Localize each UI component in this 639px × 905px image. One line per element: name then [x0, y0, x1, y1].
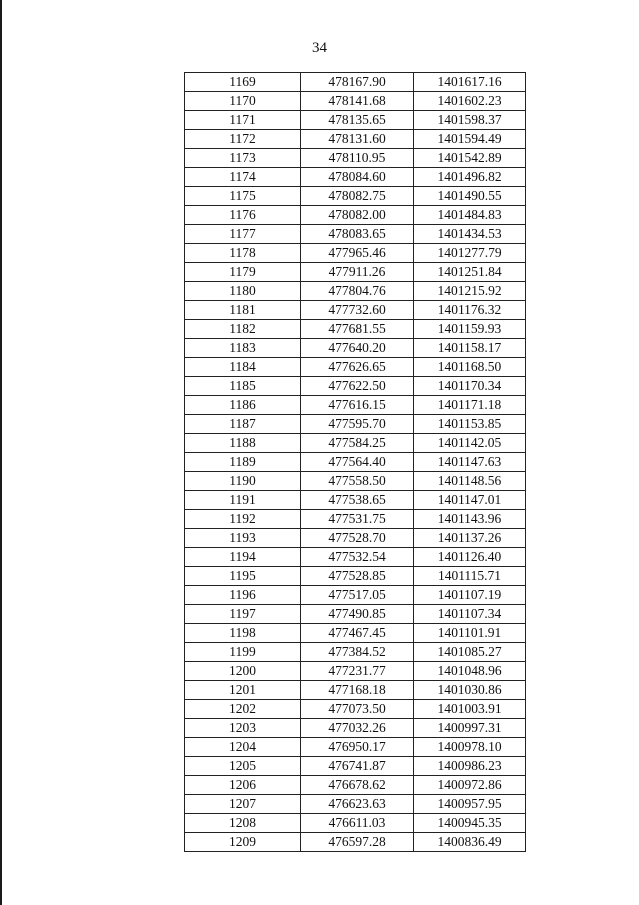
table-row — [185, 206, 526, 225]
table-row — [185, 491, 526, 510]
point-number-cell: 1178 — [185, 244, 301, 263]
point-number-cell: 1180 — [185, 282, 301, 301]
y-coordinate-cell: 1401153.85 — [414, 415, 526, 434]
y-coordinate-cell: 1401598.37 — [414, 111, 526, 130]
point-number-cell: 1179 — [185, 263, 301, 282]
point-number-cell: 1176 — [185, 206, 301, 225]
x-coordinate-cell: 478082.75 — [301, 187, 414, 206]
point-number-cell: 1201 — [185, 681, 301, 700]
point-number-cell: 1195 — [185, 567, 301, 586]
point-number-cell: 1182 — [185, 320, 301, 339]
point-number-cell: 1209 — [185, 833, 301, 852]
point-number-cell: 1172 — [185, 130, 301, 149]
coordinates-table — [184, 72, 526, 852]
x-coordinate-cell: 478131.60 — [301, 130, 414, 149]
y-coordinate-cell: 1401030.86 — [414, 681, 526, 700]
point-number-cell: 1198 — [185, 624, 301, 643]
point-number-cell: 1206 — [185, 776, 301, 795]
point-number-cell: 1169 — [185, 73, 301, 92]
y-coordinate-cell: 1401048.96 — [414, 662, 526, 681]
x-coordinate-cell: 477467.45 — [301, 624, 414, 643]
table-row — [185, 187, 526, 206]
point-number-cell: 1171 — [185, 111, 301, 130]
x-coordinate-cell: 477558.50 — [301, 472, 414, 491]
table-row — [185, 776, 526, 795]
x-coordinate-cell: 478083.65 — [301, 225, 414, 244]
x-coordinate-cell: 476678.62 — [301, 776, 414, 795]
point-number-cell: 1203 — [185, 719, 301, 738]
table-row — [185, 168, 526, 187]
x-coordinate-cell: 477231.77 — [301, 662, 414, 681]
x-coordinate-cell: 476597.28 — [301, 833, 414, 852]
y-coordinate-cell: 1400997.31 — [414, 719, 526, 738]
page-number: 34 — [312, 40, 327, 56]
x-coordinate-cell: 477911.26 — [301, 263, 414, 282]
y-coordinate-cell: 1400836.49 — [414, 833, 526, 852]
y-coordinate-cell: 1401148.56 — [414, 472, 526, 491]
x-coordinate-cell: 476623.63 — [301, 795, 414, 814]
point-number-cell: 1175 — [185, 187, 301, 206]
x-coordinate-cell: 478084.60 — [301, 168, 414, 187]
point-number-cell: 1187 — [185, 415, 301, 434]
y-coordinate-cell: 1401171.18 — [414, 396, 526, 415]
table-row — [185, 111, 526, 130]
x-coordinate-cell: 478135.65 — [301, 111, 414, 130]
point-number-cell: 1185 — [185, 377, 301, 396]
coordinates-table-body — [185, 73, 526, 852]
y-coordinate-cell: 1401142.05 — [414, 434, 526, 453]
table-row — [185, 149, 526, 168]
point-number-cell: 1202 — [185, 700, 301, 719]
x-coordinate-cell: 477538.65 — [301, 491, 414, 510]
point-number-cell: 1177 — [185, 225, 301, 244]
table-row — [185, 377, 526, 396]
point-number-cell: 1205 — [185, 757, 301, 776]
table-row — [185, 567, 526, 586]
x-coordinate-cell: 476950.17 — [301, 738, 414, 757]
y-coordinate-cell: 1401542.89 — [414, 149, 526, 168]
y-coordinate-cell: 1401176.32 — [414, 301, 526, 320]
y-coordinate-cell: 1401215.92 — [414, 282, 526, 301]
x-coordinate-cell: 477732.60 — [301, 301, 414, 320]
point-number-cell: 1208 — [185, 814, 301, 833]
y-coordinate-cell: 1401159.93 — [414, 320, 526, 339]
table-row — [185, 510, 526, 529]
table-row — [185, 662, 526, 681]
point-number-cell: 1186 — [185, 396, 301, 415]
x-coordinate-cell: 478082.00 — [301, 206, 414, 225]
y-coordinate-cell: 1400978.10 — [414, 738, 526, 757]
table-row — [185, 301, 526, 320]
point-number-cell: 1181 — [185, 301, 301, 320]
point-number-cell: 1170 — [185, 92, 301, 111]
y-coordinate-cell: 1401484.83 — [414, 206, 526, 225]
x-coordinate-cell: 477681.55 — [301, 320, 414, 339]
x-coordinate-cell: 478167.90 — [301, 73, 414, 92]
x-coordinate-cell: 477073.50 — [301, 700, 414, 719]
x-coordinate-cell: 476611.03 — [301, 814, 414, 833]
y-coordinate-cell: 1401143.96 — [414, 510, 526, 529]
point-number-cell: 1183 — [185, 339, 301, 358]
table-row — [185, 73, 526, 92]
y-coordinate-cell: 1401602.23 — [414, 92, 526, 111]
x-coordinate-cell: 477531.75 — [301, 510, 414, 529]
point-number-cell: 1193 — [185, 529, 301, 548]
table-row — [185, 719, 526, 738]
table-row — [185, 700, 526, 719]
y-coordinate-cell: 1401594.49 — [414, 130, 526, 149]
x-coordinate-cell: 477168.18 — [301, 681, 414, 700]
x-coordinate-cell: 477584.25 — [301, 434, 414, 453]
x-coordinate-cell: 477528.70 — [301, 529, 414, 548]
point-number-cell: 1200 — [185, 662, 301, 681]
y-coordinate-cell: 1401126.40 — [414, 548, 526, 567]
x-coordinate-cell: 478110.95 — [301, 149, 414, 168]
x-coordinate-cell: 477384.52 — [301, 643, 414, 662]
x-coordinate-cell: 477032.26 — [301, 719, 414, 738]
table-row — [185, 643, 526, 662]
table-row — [185, 605, 526, 624]
table-row — [185, 434, 526, 453]
y-coordinate-cell: 1401147.01 — [414, 491, 526, 510]
y-coordinate-cell: 1401496.82 — [414, 168, 526, 187]
y-coordinate-cell: 1401170.34 — [414, 377, 526, 396]
table-row — [185, 529, 526, 548]
y-coordinate-cell: 1401107.19 — [414, 586, 526, 605]
x-coordinate-cell: 477595.70 — [301, 415, 414, 434]
point-number-cell: 1192 — [185, 510, 301, 529]
point-number-cell: 1188 — [185, 434, 301, 453]
x-coordinate-cell: 477564.40 — [301, 453, 414, 472]
table-row — [185, 738, 526, 757]
table-row — [185, 358, 526, 377]
x-coordinate-cell: 477804.76 — [301, 282, 414, 301]
table-row — [185, 757, 526, 776]
y-coordinate-cell: 1401107.34 — [414, 605, 526, 624]
table-row — [185, 320, 526, 339]
table-row — [185, 244, 526, 263]
table-row — [185, 396, 526, 415]
x-coordinate-cell: 477965.46 — [301, 244, 414, 263]
table-row — [185, 415, 526, 434]
point-number-cell: 1189 — [185, 453, 301, 472]
y-coordinate-cell: 1401115.71 — [414, 567, 526, 586]
x-coordinate-cell: 477626.65 — [301, 358, 414, 377]
point-number-cell: 1174 — [185, 168, 301, 187]
y-coordinate-cell: 1401277.79 — [414, 244, 526, 263]
point-number-cell: 1191 — [185, 491, 301, 510]
point-number-cell: 1199 — [185, 643, 301, 662]
table-row — [185, 795, 526, 814]
table-row — [185, 263, 526, 282]
y-coordinate-cell: 1401003.91 — [414, 700, 526, 719]
y-coordinate-cell: 1401147.63 — [414, 453, 526, 472]
x-coordinate-cell: 477622.50 — [301, 377, 414, 396]
x-coordinate-cell: 477640.20 — [301, 339, 414, 358]
table-row — [185, 339, 526, 358]
x-coordinate-cell: 478141.68 — [301, 92, 414, 111]
table-row — [185, 681, 526, 700]
x-coordinate-cell: 477517.05 — [301, 586, 414, 605]
y-coordinate-cell: 1401490.55 — [414, 187, 526, 206]
point-number-cell: 1196 — [185, 586, 301, 605]
y-coordinate-cell: 1401085.27 — [414, 643, 526, 662]
table-row — [185, 472, 526, 491]
y-coordinate-cell: 1400957.95 — [414, 795, 526, 814]
x-coordinate-cell: 477490.85 — [301, 605, 414, 624]
y-coordinate-cell: 1400972.86 — [414, 776, 526, 795]
y-coordinate-cell: 1401158.17 — [414, 339, 526, 358]
table-row — [185, 130, 526, 149]
x-coordinate-cell: 477616.15 — [301, 396, 414, 415]
table-row — [185, 92, 526, 111]
x-coordinate-cell: 476741.87 — [301, 757, 414, 776]
y-coordinate-cell: 1401168.50 — [414, 358, 526, 377]
table-row — [185, 225, 526, 244]
y-coordinate-cell: 1400986.23 — [414, 757, 526, 776]
y-coordinate-cell: 1400945.35 — [414, 814, 526, 833]
y-coordinate-cell: 1401101.91 — [414, 624, 526, 643]
table-row — [185, 624, 526, 643]
table-row — [185, 814, 526, 833]
table-row — [185, 548, 526, 567]
point-number-cell: 1194 — [185, 548, 301, 567]
point-number-cell: 1173 — [185, 149, 301, 168]
table-row — [185, 833, 526, 852]
point-number-cell: 1197 — [185, 605, 301, 624]
x-coordinate-cell: 477528.85 — [301, 567, 414, 586]
table-row — [185, 453, 526, 472]
point-number-cell: 1207 — [185, 795, 301, 814]
point-number-cell: 1204 — [185, 738, 301, 757]
point-number-cell: 1190 — [185, 472, 301, 491]
page-left-edge — [0, 0, 2, 905]
y-coordinate-cell: 1401251.84 — [414, 263, 526, 282]
y-coordinate-cell: 1401617.16 — [414, 73, 526, 92]
point-number-cell: 1184 — [185, 358, 301, 377]
table-row — [185, 282, 526, 301]
table-row — [185, 586, 526, 605]
y-coordinate-cell: 1401434.53 — [414, 225, 526, 244]
y-coordinate-cell: 1401137.26 — [414, 529, 526, 548]
x-coordinate-cell: 477532.54 — [301, 548, 414, 567]
